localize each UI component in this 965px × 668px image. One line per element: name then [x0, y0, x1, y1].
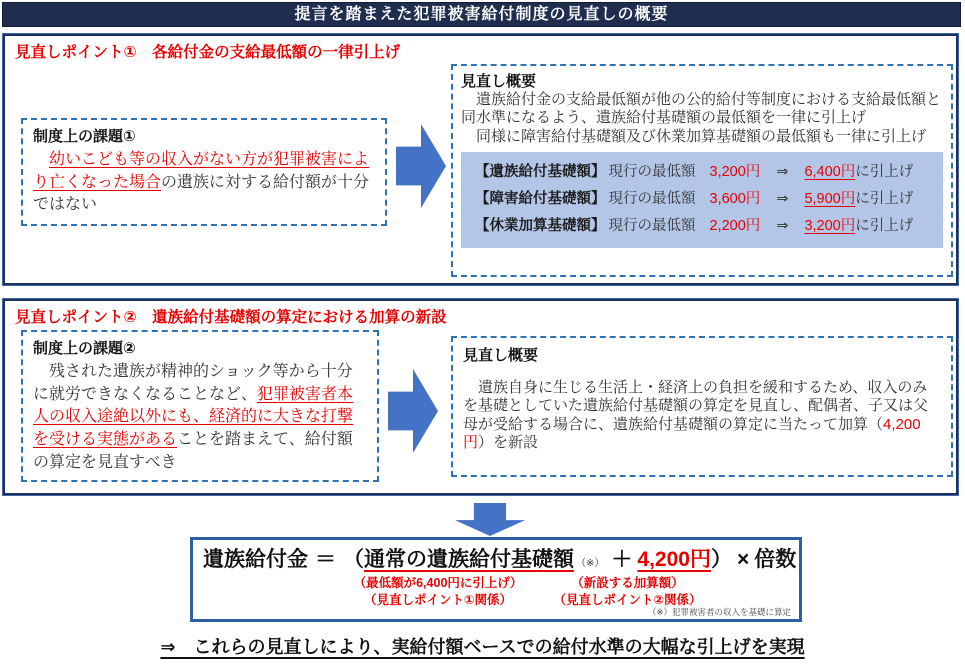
issue-2-text [33, 361, 367, 475]
row-old-amount: 2,200円 [709, 217, 761, 234]
note-right-2: （見直しポイント②関係） [553, 593, 702, 607]
issue-box-1 [21, 118, 387, 226]
row-name: 【休業加算基礎額】 [475, 217, 606, 234]
issue-1-indent [33, 151, 49, 168]
row-suffix: に引上げ [855, 217, 914, 234]
formula-multiplier: 倍数 [754, 548, 797, 571]
row-name: 【障害給付基礎額】 [475, 190, 606, 207]
overview-1-title: 見直し概要 [461, 73, 537, 90]
overview-2-amount: 4,200円 [463, 415, 921, 451]
note-left-2: （見直しポイント①関係） [363, 593, 513, 607]
times-sign: × [736, 548, 750, 571]
section-point-1 [3, 34, 958, 285]
overview-1-p1: 遺族給付金の支給最低額が他の公的給付等制度における支給最低額と同水準になるよう、遺族給付基礎額の最低額を一律に引上げ [461, 91, 942, 127]
note-mark: （※） [576, 558, 605, 569]
overview-2-text [463, 379, 941, 452]
flow-arrow-right-icon [396, 124, 446, 208]
formula-lhs: 遺族給付金 [203, 548, 308, 571]
issue-box-2 [21, 330, 379, 482]
section-1-header: 見直しポイント① 各給付金の支給最低額の一律引上げ [15, 44, 401, 61]
issue-1-rest: の遺族に対する給付額が十分ではない [33, 173, 370, 214]
page-title: 提言を踏まえた犯罪被害給付制度の見直しの概要 [294, 6, 669, 23]
overview-box-1 [451, 64, 953, 277]
equals-sign: ＝ [315, 548, 336, 571]
note-right-1: （新設する加算額） [571, 576, 684, 590]
overview-2-rest: ）を新設 [478, 433, 539, 451]
formula-footnote: （※）犯罪被害者の収入を基礎に算定 [647, 607, 791, 617]
row-suffix: に引上げ [855, 190, 914, 207]
table-row [461, 213, 943, 240]
issue-2-rest: ことを踏まえて、給付額の算定を見直すべき [33, 431, 353, 471]
formula-main [203, 543, 796, 573]
table-row [461, 159, 943, 186]
page-title-bar [2, 2, 961, 27]
close-paren: ） [710, 548, 732, 571]
table-row [461, 186, 943, 213]
row-old-amount: 3,200円 [709, 163, 761, 180]
row-label: 現行の最低額 [608, 163, 696, 180]
row-new-amount: 3,200円 [804, 217, 856, 234]
base-amount-table [461, 152, 943, 248]
row-new-amount: 6,400円 [804, 163, 856, 180]
section-point-2 [3, 299, 958, 495]
overview-box-2 [451, 336, 953, 477]
flow-arrow-right-icon [388, 369, 438, 453]
formula-base: 通常の遺族給付基礎額 [364, 548, 574, 571]
row-label: 現行の最低額 [608, 190, 696, 207]
conclusion-text: ⇒ これらの見直しにより、実給付額ベースでの給付水準の大幅な引上げを実現 [160, 637, 805, 657]
open-paren: （ [343, 548, 364, 571]
overview-1-p2: 同様に障害給付基礎額及び休業加算基礎額の最低額も一律に引上げ [461, 127, 927, 145]
overview-2-pre: 遺族自身に生じる生活上・経済上の負担を緩和するため、収入のみを基礎としていた遺族給付基礎額の算定を見直し、配偶者、子又は父母が受給する場合に、遺族給付基礎額の算定に当たって加算（ [463, 379, 929, 433]
conclusion-line [0, 633, 965, 659]
issue-2-highlight: 犯罪被害者本人の収入途絶以外にも、経済的に大きな打撃を受ける実態がある [33, 385, 354, 449]
row-name: 【遺族給付基礎額】 [475, 163, 606, 180]
issue-1-highlight: 幼いこども等の収入がない方が犯罪被害により亡くなった場合 [33, 151, 370, 191]
note-left-1: （最低額が6,400円に引上げ） [353, 576, 523, 590]
row-label: 現行の最低額 [608, 217, 696, 234]
formula-box [190, 537, 802, 622]
double-arrow-icon: ⇒ [776, 217, 789, 234]
section-2-header: 見直しポイント② 遺族給付基礎額の算定における加算の新設 [15, 309, 447, 326]
issue-1-title: 制度上の課題① [33, 128, 136, 145]
issue-2-pre: 残された遺族が精神的ショック等から十分に就労できなくなることなど、 [33, 363, 353, 403]
row-new-amount: 5,900円 [804, 190, 856, 207]
row-old-amount: 3,600円 [709, 190, 761, 207]
double-arrow-icon: ⇒ [776, 190, 789, 207]
issue-2-title: 制度上の課題② [33, 340, 136, 357]
row-suffix: に引上げ [855, 163, 914, 180]
formula-addition: 4,200円 [637, 548, 711, 571]
flow-arrow-down-icon [455, 503, 525, 536]
plus-sign: ＋ [611, 548, 633, 571]
overview-2-title: 見直し概要 [463, 347, 539, 364]
double-arrow-icon: ⇒ [776, 163, 789, 180]
issue-1-text [33, 149, 375, 217]
